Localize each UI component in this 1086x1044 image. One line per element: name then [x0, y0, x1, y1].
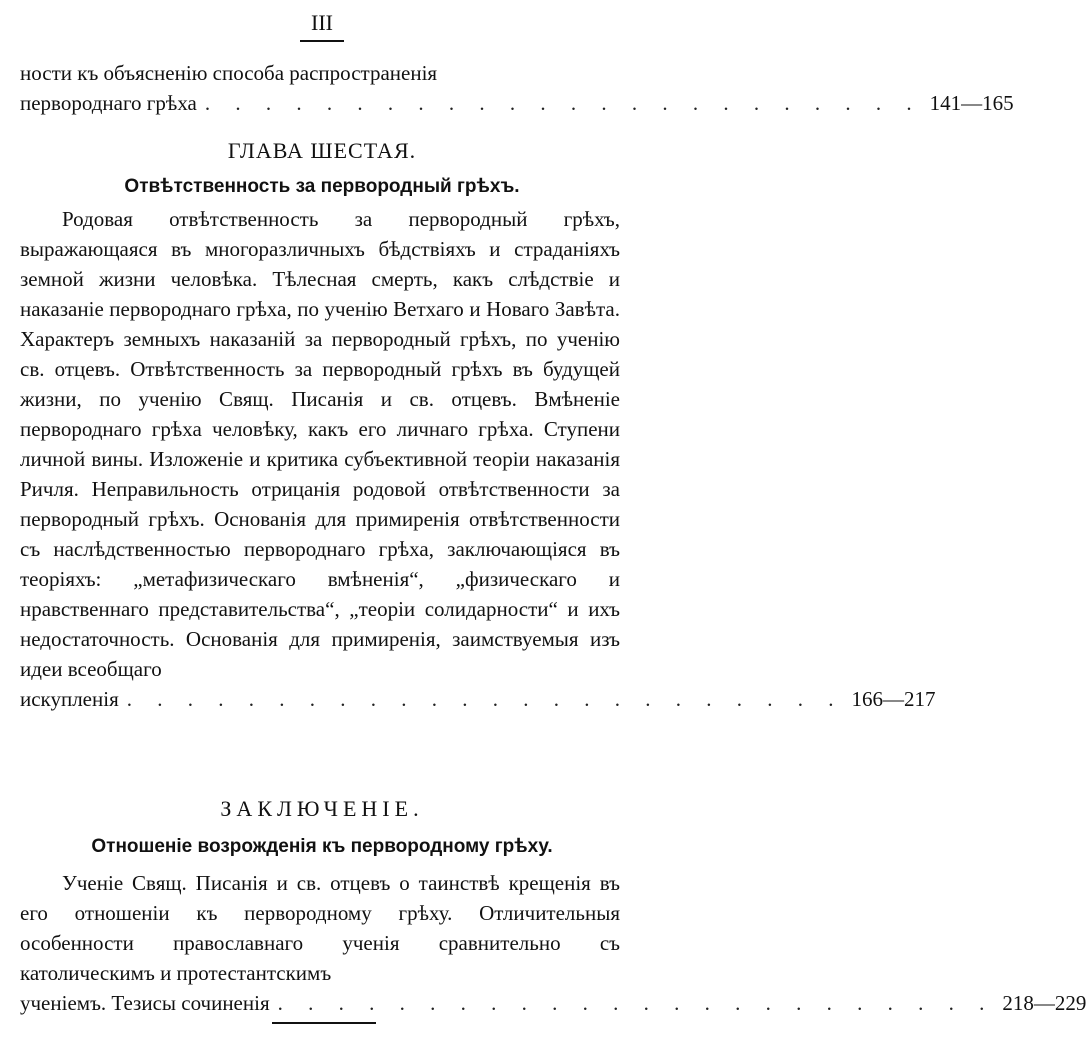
- conclusion-pages: 218—229: [1002, 991, 1086, 1015]
- chapter6-heading: ГЛАВА ШЕСТАЯ.: [227, 138, 417, 163]
- prev-entry: [20, 58, 1014, 118]
- conclusion-text: Ученіе Свящ. Писанія и св. отцевъ о таинствѣ крещенія въ его отношеніи къ первородному грѣху. Отличительныя особенности православнаго ученія сравнительно съ католическимъ и протестантскимъ: [20, 871, 620, 985]
- chapter6-title: Отвѣтственность за первородный грѣхъ.: [124, 176, 520, 197]
- chapter6-entry: [20, 204, 936, 714]
- prev-entry-lead-row: [20, 88, 1014, 118]
- conclusion-lead-row: [20, 988, 1086, 1018]
- prev-entry-line2: первороднаго грѣха: [20, 91, 197, 115]
- conclusion-heading: ЗАКЛЮЧЕНІЕ.: [220, 796, 424, 821]
- prev-entry-pages: 141—165: [929, 91, 1014, 115]
- leader-dots: . . . . . . . . . . . . . . . . . . . . . . . .: [204, 91, 922, 115]
- bottom-rule: [272, 1022, 376, 1024]
- conclusion-last-line: ученіемъ. Тезисы сочиненія: [20, 991, 270, 1015]
- top-rule: [300, 40, 344, 42]
- chapter6-last-line: искупленія: [20, 687, 119, 711]
- conclusion-title: Отношеніе возрожденія къ первородному грѣху.: [91, 836, 553, 857]
- conclusion-entry: [20, 868, 1086, 1018]
- leader-dots: . . . . . . . . . . . . . . . . . . . . . . . .: [277, 991, 995, 1015]
- prev-entry-line1: ности къ объясненію способа распространенія: [20, 61, 438, 85]
- page-number: III: [311, 10, 333, 35]
- chapter6-pages: 166—217: [851, 687, 936, 711]
- chapter6-lead-row: [20, 684, 936, 714]
- leader-dots: . . . . . . . . . . . . . . . . . . . . . . . .: [126, 687, 844, 711]
- chapter6-text: Родовая отвѣтственность за первородный грѣхъ, выражающаяся въ многоразличныхъ бѣдствіяхъ и страданіяхъ земной жизни человѣка. Тѣлесная смерть, какъ слѣдствіе и наказаніе первороднаго грѣха, по ученію Ветхаго и Новаго Завѣта. Характеръ земныхъ наказаній за первородный грѣхъ, по ученію св. отцевъ. Отвѣтственность за первородный грѣхъ въ будущей жизни, по ученію Свящ. Писанія и св. отцевъ. Вмѣненіе первороднаго грѣха человѣку, какъ его личнаго грѣха. Ступени личной вины. Изложеніе и критика субъективной теоріи наказанія Ричля. Неправильность отрицанія родовой отвѣтственности за первородный грѣхъ. Основанія для примиренія отвѣтственности съ наслѣдственностью первороднаго грѣха, заключающіяся въ теоріяхъ: „метафизическаго вмѣненія“, „физическаго и нравственнаго представительства“, „теоріи солидарности“ и ихъ недостаточность. Основанія для примиренія, заимствуемыя изъ идеи всеобщаго: [20, 207, 620, 681]
